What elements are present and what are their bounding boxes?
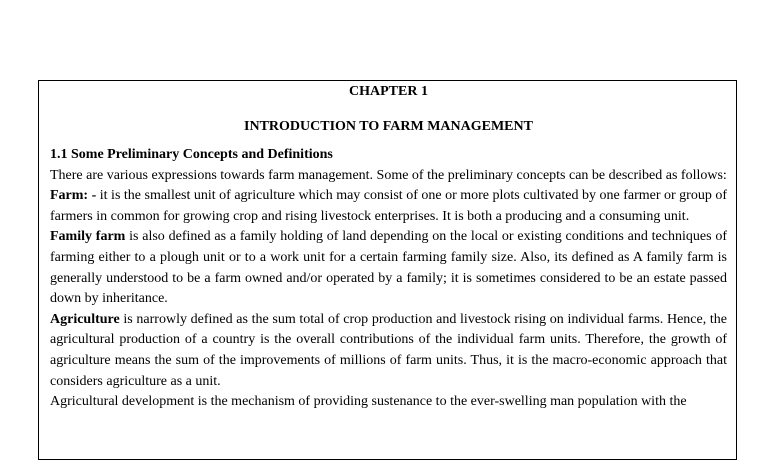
- definition-agriculture: [50, 310, 727, 392]
- definition-farm: [50, 186, 727, 227]
- term-farm: Farm: -: [50, 188, 97, 204]
- term-agriculture: Agriculture: [50, 311, 120, 327]
- term-family-farm: Family farm: [50, 229, 126, 245]
- definition-text-farm: it is the smallest unit of agriculture which may consist of one or more plots cultivated by one farmer or group of farmers in common for growing crop and rising livestock enterprises. It is both a producing and a consuming unit.: [50, 188, 727, 224]
- chapter-number: CHAPTER 1: [349, 84, 428, 99]
- document-page: [38, 80, 737, 460]
- trailing-paragraph: Agricultural development is the mechanism of providing sustenance to the ever-swelling man population with the: [50, 394, 687, 410]
- definition-text-family-farm: is also defined as a family holding of land depending on the local or existing conditions and techniques of farming either to a plough unit or to a work unit for a certain farming family size. Also, its defined as A family farm is generally understood to be a farm owned and/or operated by a family; it is sometimes considered to be an estate passed down by inheritance.: [50, 229, 727, 307]
- definition-family-farm: [50, 227, 727, 309]
- section-heading: 1.1 Some Preliminary Concepts and Definitions: [50, 147, 333, 162]
- definition-text-agriculture: is narrowly defined as the sum total of crop production and livestock rising on individual farms. Hence, the agricultural production of a country is the overall contributions of the individual farm units. Therefore, the growth of agriculture means the sum of the improvements of millions of farm units. Thus, it is the macro-economic approach that considers agriculture as a unit.: [50, 311, 727, 389]
- chapter-title: INTRODUCTION TO FARM MANAGEMENT: [244, 119, 533, 134]
- page-content: [50, 81, 727, 413]
- intro-paragraph: There are various expressions towards farm management. Some of the preliminary concepts can be described as follows:: [50, 167, 727, 183]
